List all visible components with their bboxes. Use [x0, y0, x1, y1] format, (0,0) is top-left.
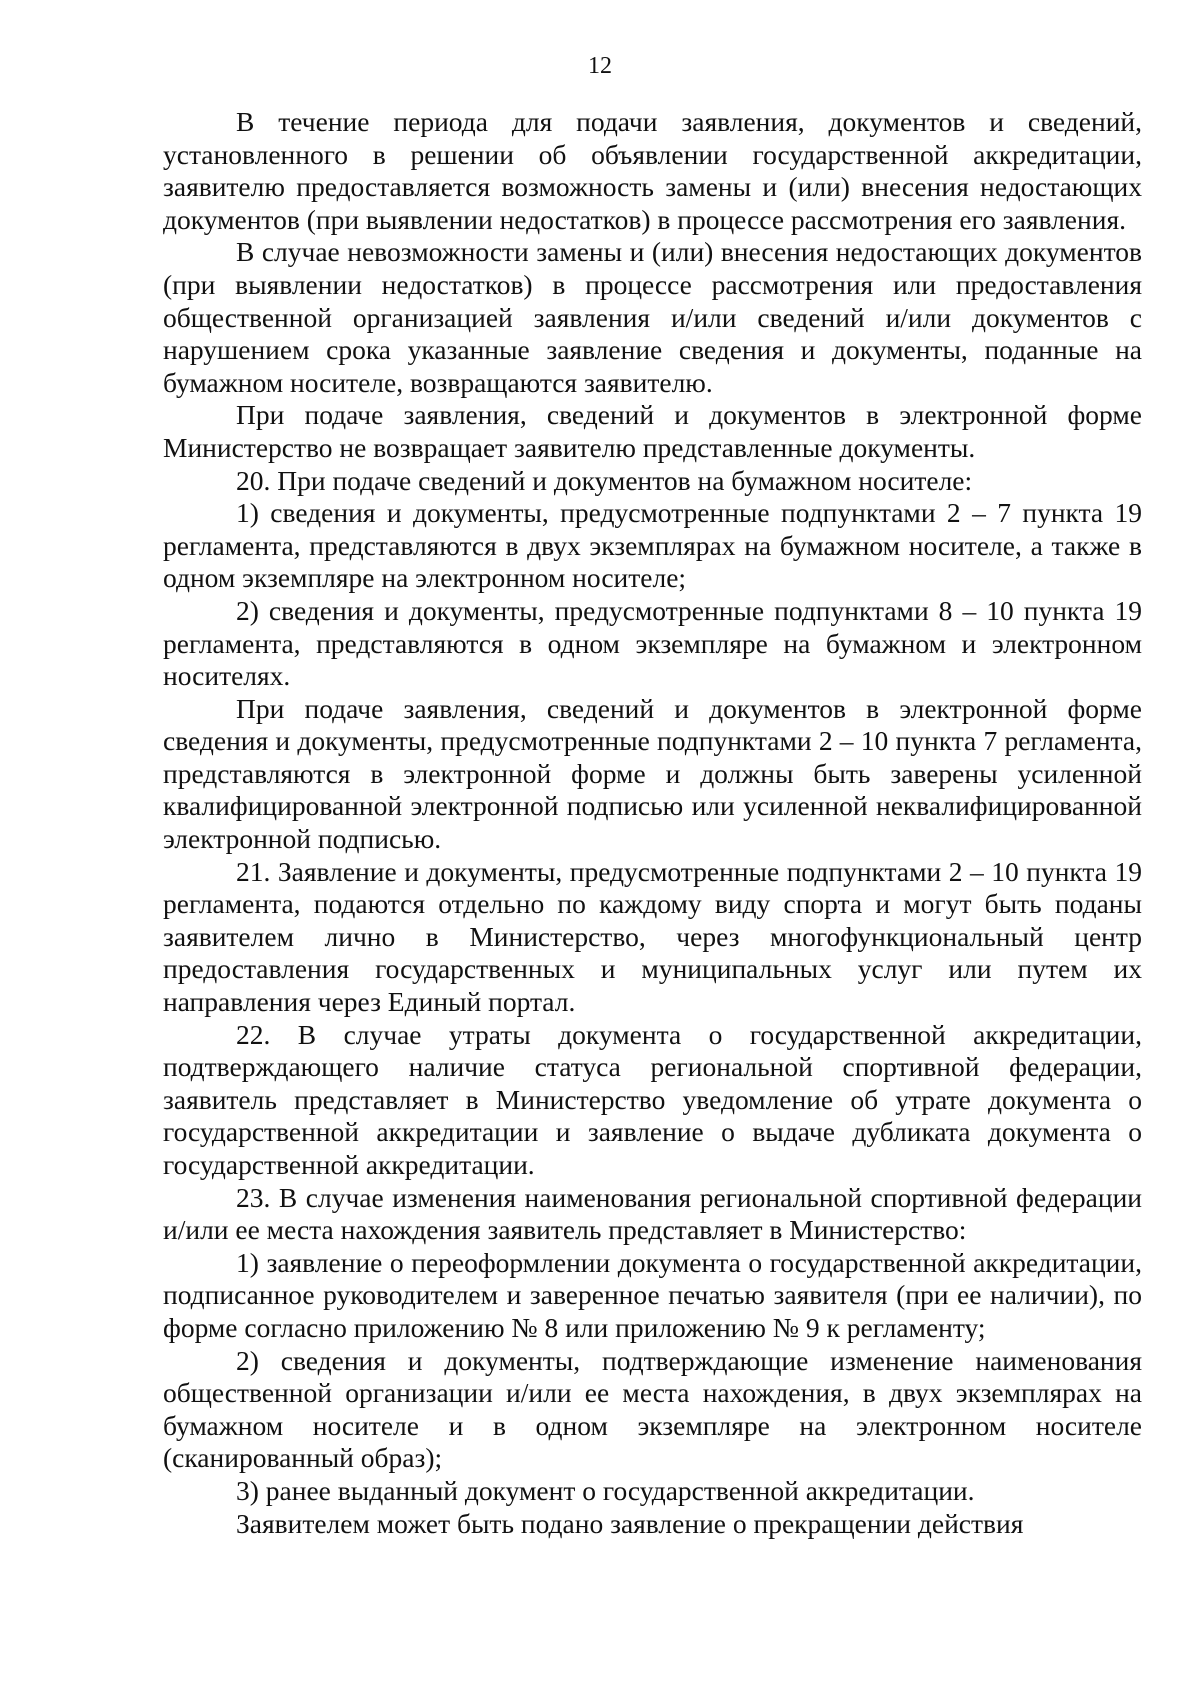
paragraph: 3) ранее выданный документ о государственной аккредитации. — [236, 1474, 975, 1506]
paragraph: 23. В случае изменения наименования региональной спортивной федерации и/или ее места нахождения заявитель представляет в Министерство: — [163, 1181, 1142, 1246]
document-body — [163, 106, 1142, 1540]
paragraph: 1) сведения и документы, предусмотренные подпунктами 2 – 7 пункта 19 регламента, представляются в двух экземплярах на бумажном носителе, а также в одном экземпляре на электронном носителе; — [163, 497, 1142, 594]
paragraph: 2) сведения и документы, предусмотренные подпунктами 8 – 10 пункта 19 регламента, представляются в одном экземпляре на бумажном и электронном носителях. — [163, 594, 1142, 692]
paragraph: 2) сведения и документы, подтверждающие изменение наименования общественной организации и/или ее места нахождения, в двух экземплярах на бумажном носителе и в одном экземпляре на электронном носителе (сканированный образ); — [163, 1344, 1142, 1474]
paragraph: 22. В случае утраты документа о государственной аккредитации, подтверждающего наличие статуса региональной спортивной федерации, заявитель представляет в Министерство уведомление об утрате документа о государственной аккредитации и заявление о выдаче дубликата документа о государственной аккредитации. — [163, 1018, 1142, 1180]
paragraph: В случае невозможности замены и (или) внесения недостающих документов (при выявлении недостатков) в процессе рассмотрения или предоставления общественной организацией заявления и/или сведений и/или документов с нарушением срока указанные заявление сведения и документы, поданные на бумажном носителе, возвращаются заявителю. — [163, 236, 1142, 398]
paragraph: При подаче заявления, сведений и документов в электронной форме Министерство не возвращает заявителю представленные документы. — [163, 399, 1142, 463]
page-number: 12 — [588, 53, 612, 79]
paragraph: 1) заявление о переоформлении документа о государственной аккредитации, подписанное руководителем и заверенное печатью заявителя (при ее наличии), по форме согласно приложению № 8 или приложению № 9 к регламенту; — [163, 1246, 1142, 1343]
paragraph: В течение периода для подачи заявления, документов и сведений, установленного в решении об объявлении государственной аккредитации, заявителю предоставляется возможность замены и (или) внесения недостающих документов (при выявлении недостатков) в процессе рассмотрения его заявления. — [163, 106, 1142, 235]
paragraph: 21. Заявление и документы, предусмотренные подпунктами 2 – 10 пункта 19 регламента, подаются отдельно по каждому виду спорта и могут быть поданы заявителем лично в Министерство, через многофункциональный центр предоставления государственных и муниципальных услуг или путем их направления через Единый портал. — [163, 855, 1142, 1018]
paragraph: При подаче заявления, сведений и документов в электронной форме сведения и документы, предусмотренные подпунктами 2 – 10 пункта 7 регламента, представляются в электронной форме и должны быть заверены усиленной квалифицированной электронной подписью или усиленной неквалифицированной электронной подписью. — [163, 692, 1142, 855]
paragraph: 20. При подаче сведений и документов на бумажном носителе: — [236, 464, 973, 496]
paragraph: Заявителем может быть подано заявление о прекращении действия — [236, 1507, 1024, 1539]
